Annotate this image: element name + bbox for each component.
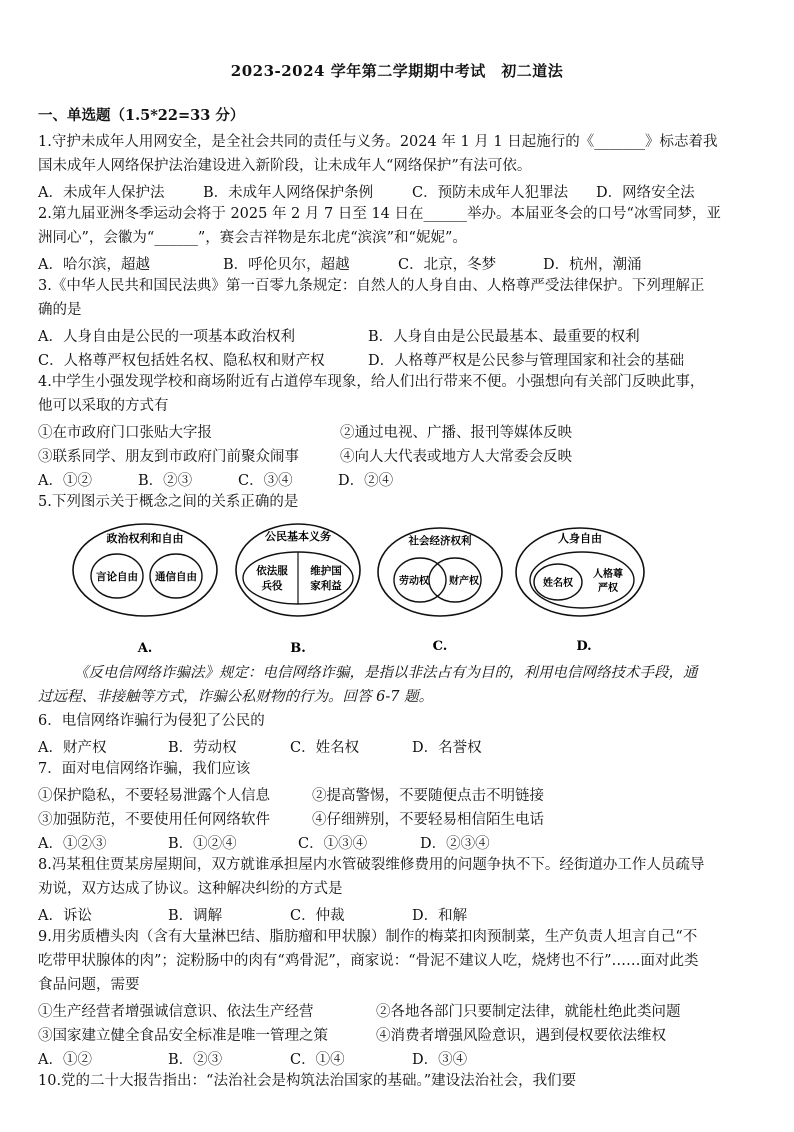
diagram-c-inner-right: 财产权 — [449, 576, 479, 587]
q9-item-4: ④消费者增强风险意识，遇到侵权要依法维权 — [376, 1028, 666, 1044]
q7-item-3: ③加强防范，不要使用任何网络软件 — [38, 812, 270, 828]
diagram-b-inner-left-1: 依法服 — [256, 565, 288, 577]
diagram-c-label: C. — [432, 639, 448, 654]
diagram-d-label: D. — [576, 639, 592, 654]
q8-line1: 8.冯某租住贾某房屋期间，双方就谁承担屋内水管破裂维修费用的问题争执不下。经街道办工作人员疏导 — [38, 857, 705, 873]
diagram-c-outer-label: 社会经济权利 — [408, 535, 472, 547]
diagram-b-outer-label: 公民基本义务 — [265, 530, 331, 543]
q7-item-1: ①保护隐私，不要轻易泄露个人信息 — [38, 788, 270, 804]
diagram-b-inner-left-2: 兵役 — [261, 580, 283, 592]
diagram-c-inner-left: 劳动权 — [399, 576, 429, 587]
q5-line1: 5.下列图示关于概念之间的关系正确的是 — [38, 494, 299, 510]
diagram-b — [236, 524, 360, 656]
q6-7-intro-line1: 《反电信网络诈骗法》规定：电信网络诈骗，是指以非法占有为目的，利用电信网络技术手段，通 — [74, 665, 698, 681]
q2-line2: 洲同心”，会徽为“______”，赛会吉祥物是东北虎“滨滨”和“妮妮”。 — [38, 230, 467, 246]
q7-option-d: D．②③④ — [420, 836, 490, 852]
q2-option-a: A．哈尔滨，超越 — [38, 257, 150, 273]
q6-line1: 6．电信网络诈骗行为侵犯了公民的 — [38, 713, 265, 729]
q8-option-c: C．仲裁 — [290, 908, 345, 924]
q6-option-d: D．名誉权 — [412, 740, 482, 756]
q7-line1: 7．面对电信网络诈骗，我们应该 — [38, 761, 251, 777]
q9-option-a: A．①② — [38, 1052, 92, 1068]
diagram-b-inner-right-1: 维护国 — [310, 565, 342, 577]
q9-item-1: ①生产经营者增强诚信意识、依法生产经营 — [38, 1004, 314, 1020]
q3-line1: 3.《中华人民共和国民法典》第一百零九条规定：自然人的人身自由、人格尊严受法律保护。下列理解正 — [38, 278, 705, 294]
q1-option-d: D．网络安全法 — [596, 185, 695, 201]
section-heading: 一、单选题（1.5*22=33 分） — [38, 107, 245, 124]
q3-line2: 确的是 — [38, 302, 82, 318]
q2-option-d: D．杭州，潮涌 — [543, 257, 642, 273]
q4-item-2: ②通过电视、广播、报刊等媒体反映 — [340, 425, 572, 441]
q4-item-3: ③联系同学、朋友到市政府门前聚众闹事 — [38, 449, 299, 465]
diagram-a — [73, 524, 217, 656]
diagram-d — [516, 528, 644, 654]
q3-option-c: C．人格尊严权包括姓名权、隐私权和财产权 — [38, 353, 325, 369]
page-title: 2023-2024 学年第二学期期中考试 初二道法 — [230, 62, 564, 80]
diagram-d-inner-right-2: 严权 — [598, 583, 618, 594]
q7-option-c: C．①③④ — [298, 836, 368, 852]
q1-option-c: C．预防未成年人犯罪法 — [412, 185, 569, 201]
q1-option-a: A．未成年人保护法 — [38, 185, 165, 201]
q7-item-4: ④仔细辨别，不要轻易相信陌生电话 — [312, 812, 544, 828]
q4-option-b: B．②③ — [138, 473, 193, 489]
diagram-a-outer-label: 政治权利和自由 — [106, 532, 184, 545]
q9-item-2: ②各地各部门只要制定法律，就能杜绝此类问题 — [376, 1004, 681, 1020]
diagram-d-inner-left: 姓名权 — [543, 578, 573, 589]
q3-option-a: A．人身自由是公民的一项基本政治权利 — [38, 329, 295, 345]
q2-option-b: B．呼伦贝尔，超越 — [223, 257, 350, 273]
q9-option-b: B．②③ — [168, 1052, 223, 1068]
q8-option-d: D．和解 — [412, 908, 468, 924]
diagram-a-inner-right: 通信自由 — [155, 571, 197, 583]
q6-option-a: A．财产权 — [38, 740, 107, 756]
q6-option-b: B．劳动权 — [168, 740, 237, 756]
q3-option-b: B．人身自由是公民最基本、最重要的权利 — [368, 329, 640, 345]
concept-diagrams — [70, 520, 750, 660]
q4-option-c: C．③④ — [238, 473, 293, 489]
q9-line3: 食品问题，需要 — [38, 977, 140, 993]
q4-line2: 他可以采取的方式有 — [38, 398, 169, 414]
diagram-d-inner-right-1: 人格尊 — [593, 569, 623, 580]
q3-option-d: D．人格尊严权是公民参与管理国家和社会的基础 — [368, 353, 685, 369]
diagram-c — [378, 528, 502, 654]
q10-line1: 10.党的二十大报告指出：“法治社会是构筑法治国家的基础。”建设法治社会，我们要 — [38, 1073, 577, 1089]
q7-option-a: A．①②③ — [38, 836, 107, 852]
q6-option-c: C．姓名权 — [290, 740, 360, 756]
diagram-a-inner-left: 言论自由 — [96, 571, 138, 583]
q7-option-b: B．①②④ — [168, 836, 237, 852]
q9-option-d: D．③④ — [412, 1052, 468, 1068]
q7-item-2: ②提高警惕，不要随便点击不明链接 — [312, 788, 544, 804]
q1-line1: 1.守护未成年人用网安全，是全社会共同的责任与义务。2024 年 1 月 1 日起施行的《_______》标志着我 — [38, 134, 718, 150]
q6-7-intro-line2: 过远程、非接触等方式，诈骗公私财物的行为。回答 6-7 题。 — [38, 689, 434, 705]
q9-option-c: C．①④ — [290, 1052, 345, 1068]
diagram-b-inner-right-2: 家利益 — [310, 580, 342, 592]
q2-option-c: C．北京，冬梦 — [398, 257, 497, 273]
q1-line2: 国未成年人网络保护法治建设进入新阶段，让未成年人“网络保护”有法可依。 — [38, 158, 532, 174]
diagram-d-outer-label: 人身自由 — [558, 532, 602, 545]
q4-option-d: D．②④ — [338, 473, 394, 489]
diagram-b-label: B. — [290, 641, 306, 656]
q4-line1: 4.中学生小强发现学校和商场附近有占道停车现象，给人们出行带来不便。小强想向有关部门反映此事， — [38, 374, 705, 390]
q8-line2: 劝说，双方达成了协议。这种解决纠纷的方式是 — [38, 881, 343, 897]
diagram-a-label: A. — [137, 641, 153, 656]
q8-option-a: A．诉讼 — [38, 908, 92, 924]
q2-line1: 2.第九届亚洲冬季运动会将于 2025 年 2 月 7 日至 14 日在______举办。本届亚冬会的口号“冰雪同梦，亚 — [38, 206, 721, 222]
q8-option-b: B．调解 — [168, 908, 223, 924]
q9-item-3: ③国家建立健全食品安全标准是唯一管理之策 — [38, 1028, 328, 1044]
q9-line2: 吃带甲状腺体的肉”；淀粉肠中的肉有“鸡骨泥”，商家说：“骨泥不建议人吃，烧烤也不行”……面对此类 — [38, 953, 699, 969]
q4-item-4: ④向人大代表或地方人大常委会反映 — [340, 449, 572, 465]
q9-line1: 9.用劣质槽头肉（含有大量淋巴结、脂肪瘤和甲状腺）制作的梅菜扣肉预制菜，生产负责人坦言自己“不 — [38, 929, 698, 945]
q1-option-b: B．未成年人网络保护条例 — [203, 185, 374, 201]
q4-option-a: A．①② — [38, 473, 92, 489]
q4-item-1: ①在市政府门口张贴大字报 — [38, 425, 212, 441]
